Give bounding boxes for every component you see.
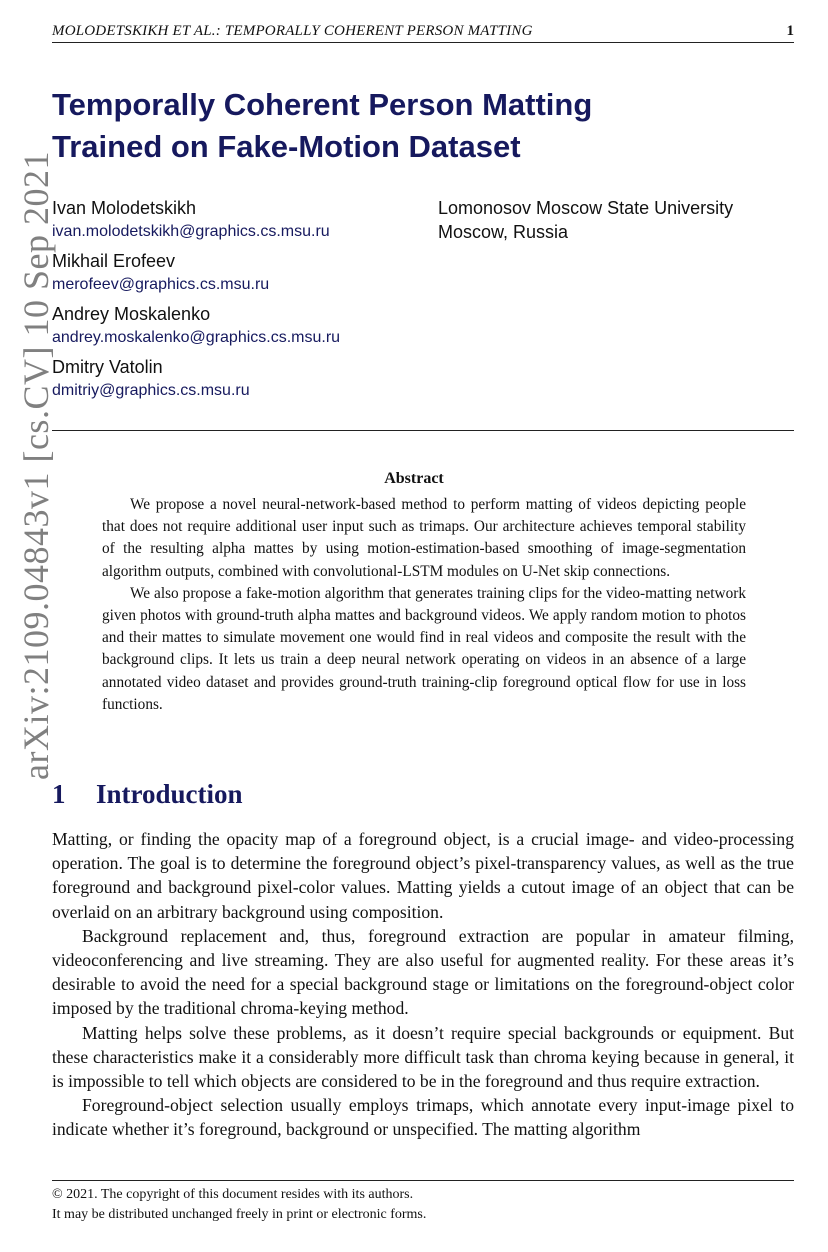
body-paragraph: Foreground-object selection usually employs trimaps, which annotate every input-image pixel to indicate whether it’s foreground, background or unspecified. The matting algorithm [52, 1095, 794, 1140]
introduction-body [52, 827, 794, 1142]
author-email-link[interactable]: ivan.molodetskikh@graphics.cs.msu.ru [52, 223, 330, 240]
abstract-paragraph: We also propose a fake-motion algorithm that generates training clips for the video-matting network given photos with ground-truth alpha mattes and background videos. We apply random motion to photos and their mattes to simulate movement one would find in real videos and composite the result with the background clips. It lets us train a deep neural network operating on videos in an absence of a large annotated video dataset and provides ground-truth training-clip foreground optical flow for use in loss functions. [102, 584, 746, 713]
author-name: Andrey Moskalenko [52, 304, 211, 324]
page-number: 1 [786, 23, 794, 39]
section-number: 1 [52, 779, 66, 809]
abstract-heading: Abstract [384, 470, 444, 487]
affiliation-location: Moscow, Russia [438, 222, 569, 242]
author-entry [52, 249, 442, 297]
paper-title [52, 84, 772, 168]
author-name: Ivan Molodetskikh [52, 198, 197, 218]
running-header-title: MOLODETSKIKH ET AL.: TEMPORALLY COHERENT PERSON MATTING [52, 23, 533, 39]
copyright-line: © 2021. The copyright of this document resides with its authors. [52, 1187, 414, 1202]
distribution-line: It may be distributed unchanged freely in print or electronic forms. [52, 1207, 427, 1222]
author-email-link[interactable]: andrey.moskalenko@graphics.cs.msu.ru [52, 329, 341, 346]
author-entry [52, 196, 442, 244]
affiliation [438, 196, 733, 244]
author-name: Dmitry Vatolin [52, 357, 163, 377]
paper-title-line-2: Trained on Fake-Motion Dataset [52, 129, 521, 164]
author-email-link[interactable]: merofeev@graphics.cs.msu.ru [52, 276, 270, 293]
abstract-paragraph: We propose a novel neural-network-based method to perform matting of videos depicting people that does not require additional user input such as trimaps. Our architecture achieves temporal stability of the resulting alpha mattes by using motion-estimation-based smoothing of image-segmentation algorithm outputs, combined with convolutional-LSTM modules on U-Net skip connections. [102, 496, 746, 580]
author-entry [52, 355, 442, 403]
body-paragraph: Matting, or finding the opacity map of a foreground object, is a crucial image- and video-processing operation. The goal is to determine the foreground object’s pixel-transparency values, as well as the true foreground and background pixel-color values. Matting yields a cutout image of an object that can be overlaid on an arbitrary background using composition. [52, 829, 794, 922]
author-list [52, 196, 442, 408]
copyright-footnote [52, 1185, 426, 1225]
abstract-body [102, 494, 746, 716]
body-paragraph: Background replacement and, thus, foreground extraction are popular in amateur filming, videoconferencing and live streaming. They are also useful for augmented reality. For these areas it’s desirable to avoid the need for a special background stage or limitations on the foreground-object color imposed by the traditional chroma-keying method. [52, 925, 794, 1019]
section-title: Introduction [96, 779, 243, 809]
footnote-divider [52, 1180, 794, 1181]
affiliation-institution: Lomonosov Moscow State University [438, 198, 734, 218]
author-name: Mikhail Erofeev [52, 251, 176, 271]
author-email-link[interactable]: dmitriy@graphics.cs.msu.ru [52, 382, 250, 399]
section-heading-introduction [52, 776, 243, 812]
header-divider [52, 430, 794, 431]
arxiv-identifier-stamp[interactable]: arXiv:2109.04843v1 [cs.CV] 10 Sep 2021 [16, 151, 56, 780]
body-paragraph: Matting helps solve these problems, as it doesn’t require special backgrounds or equipment. But these characteristics make it a considerably more difficult task than chroma keying because in general, it is impossible to tell which objects are considered to be in the foreground and thus require extraction. [52, 1022, 794, 1092]
paper-title-line-1: Temporally Coherent Person Matting [52, 87, 593, 122]
running-header [52, 20, 794, 43]
author-entry [52, 302, 442, 350]
